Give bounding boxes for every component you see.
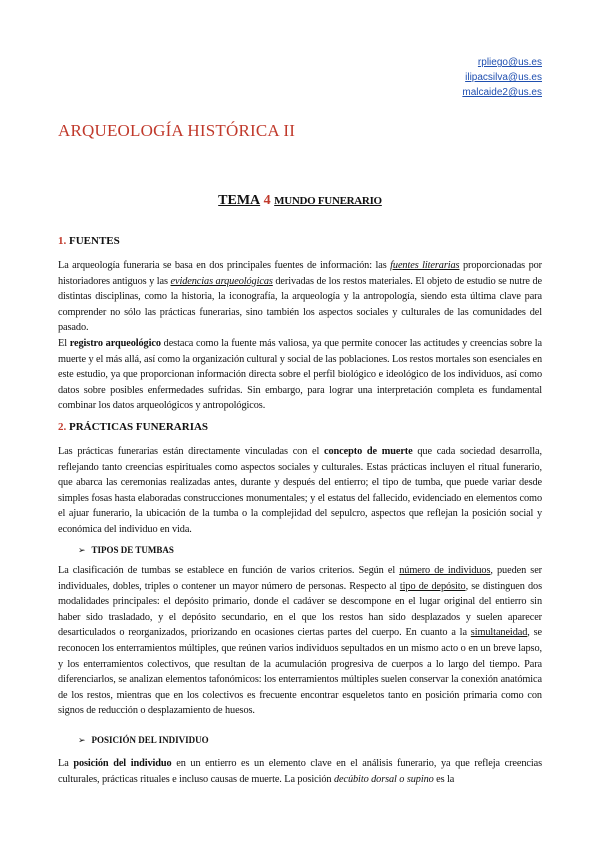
decubito-dorsal-term: decúbito dorsal o supino — [333, 773, 434, 785]
paragraph-posicion-individuo: La posición del individuo en un entierro es un elemento clave en el análisis funerario, ya que refleja creencias culturales, prácticas rituales e incluso causas de muerte. La posición decúbito dorsal o supino es la — [58, 758, 542, 785]
arrow-bullet-icon: ➢ — [78, 736, 86, 746]
tema-title: MUNDO FUNERARIO — [274, 195, 382, 207]
registro-arqueologico-term: registro arqueológico — [69, 338, 161, 349]
simultaneidad-term: simultaneidad — [470, 627, 528, 639]
author-emails — [462, 55, 542, 100]
arrow-bullet-icon: ➢ — [78, 546, 86, 556]
section-title: FUENTES — [69, 235, 120, 247]
email-link-3[interactable]: malcaide2@us.es — [462, 87, 542, 98]
concepto-muerte-term: concepto de muerte — [324, 446, 413, 457]
paragraph-fuentes-2: El registro arqueológico destaca como la fuente más valiosa, ya que permite conocer las actitudes y creencias sobre la muerte y el más allá, así como la organización cultural y social de las poblaciones. Los restos mortales son esenciales en este estudio, ya que proporcionan información directa sobre el perfil biológico e ideológico de los individuos, así como datos sobre posibles enfermedades sufridas. Sin embargo, para lograr una interpretación completa es fundamental combinar los datos arqueológicos y antropológicos. — [58, 338, 542, 412]
subheading-posicion-individuo — [78, 735, 209, 746]
subheading-title: POSICIÓN DEL INDIVIDUO — [91, 735, 209, 745]
numero-individuos-term: número de individuos — [399, 565, 491, 576]
section-heading-fuentes — [58, 235, 120, 247]
paragraph-practicas: Las prácticas funerarias están directamente vinculadas con el concepto de muerte que cada sociedad desarrolla, reflejando tanto creencias espirituales como aspectos sociales y culturales. Estas prácticas incluyen el ritual funerario, que abarca las ceremonias realizadas antes, durante y después del entierro; el tipo de tumba, que puede variar desde simples fosas hasta elaboradas construcciones monumentales; y el estatus del fallecido, evidenciado en elementos como el ajuar funerario, la ubicación de la tumba o la complejidad del sepulcro, aspectos que reflejan la posición social y económica del individuo en vida. — [58, 446, 543, 535]
tipo-deposito-term: tipo de depósito — [399, 580, 466, 592]
subheading-tipos-tumbas — [78, 545, 174, 556]
fuentes-literarias-term: fuentes literarias — [390, 260, 460, 271]
section-number: 2. — [58, 421, 67, 433]
tema-number: 4 — [263, 193, 271, 208]
section-number: 1. — [58, 235, 67, 247]
tema-word: TEMA — [218, 193, 261, 208]
evidencias-arqueologicas-term: evidencias arqueológicas — [170, 275, 273, 287]
email-link-2[interactable]: ilipacsilva@us.es — [465, 72, 542, 83]
email-link-1[interactable]: rpliego@us.es — [477, 57, 542, 68]
posicion-individuo-term: posición del individuo — [73, 758, 172, 769]
section-title: PRÁCTICAS FUNERARIAS — [69, 421, 209, 433]
paragraph-fuentes-1: La arqueología funeraria se basa en dos principales fuentes de información: las fuentes literarias proporcionadas por historiadores antiguos y las evidencias arqueológicas derivadas de los restos materiales. El objeto de estudio se nutre de distintas disciplinas, como la historia, la iconografía, la arqueología y la antropología, siendo esta última clave para comprender no sólo las prácticas funerarias, sino también los aspectos sociales y culturales de las comunidades del pasado. — [58, 260, 543, 334]
section-heading-practicas — [58, 421, 208, 433]
course-title: ARQUEOLOGÍA HISTÓRICA II — [58, 121, 296, 140]
tema-heading — [0, 193, 600, 209]
paragraph-tipos-tumbas: La clasificación de tumbas se establece en función de varios criterios. Según el número de individuos, pueden ser individuales, dobles, triples o contener un mayor número de personas. Respecto al tipo de depósito, se distinguen dos modalidades principales: el depósito primario, donde el cadáver se descompone en el lugar original del entierro sin haber sido trasladado, y el depósito secundario, en el que los restos han sido desplazados y suelen aparecer desarticulados o reorganizados, priorizando en ocasiones ciertas partes del cuerpo. En cuanto a la simultaneidad, se reconocen los enterramientos múltiples, que reúnen varios individuos sepultados en un mismo acto o en un breve lapso, y los enterramientos colectivos, que resultan de la acumulación progresiva de cuerpos a lo largo del tiempo. Para diferenciarlos, se analizan elementos tafonómicos: los enterramientos múltiples suelen conservar la conexión anatómica de los restos, mientras que en los colectivos es frecuente encontrar esqueletos tanto en posición primaria como con signos de reducción o desplazamiento de huesos. — [58, 565, 543, 717]
subheading-title: TIPOS DE TUMBAS — [91, 545, 174, 555]
